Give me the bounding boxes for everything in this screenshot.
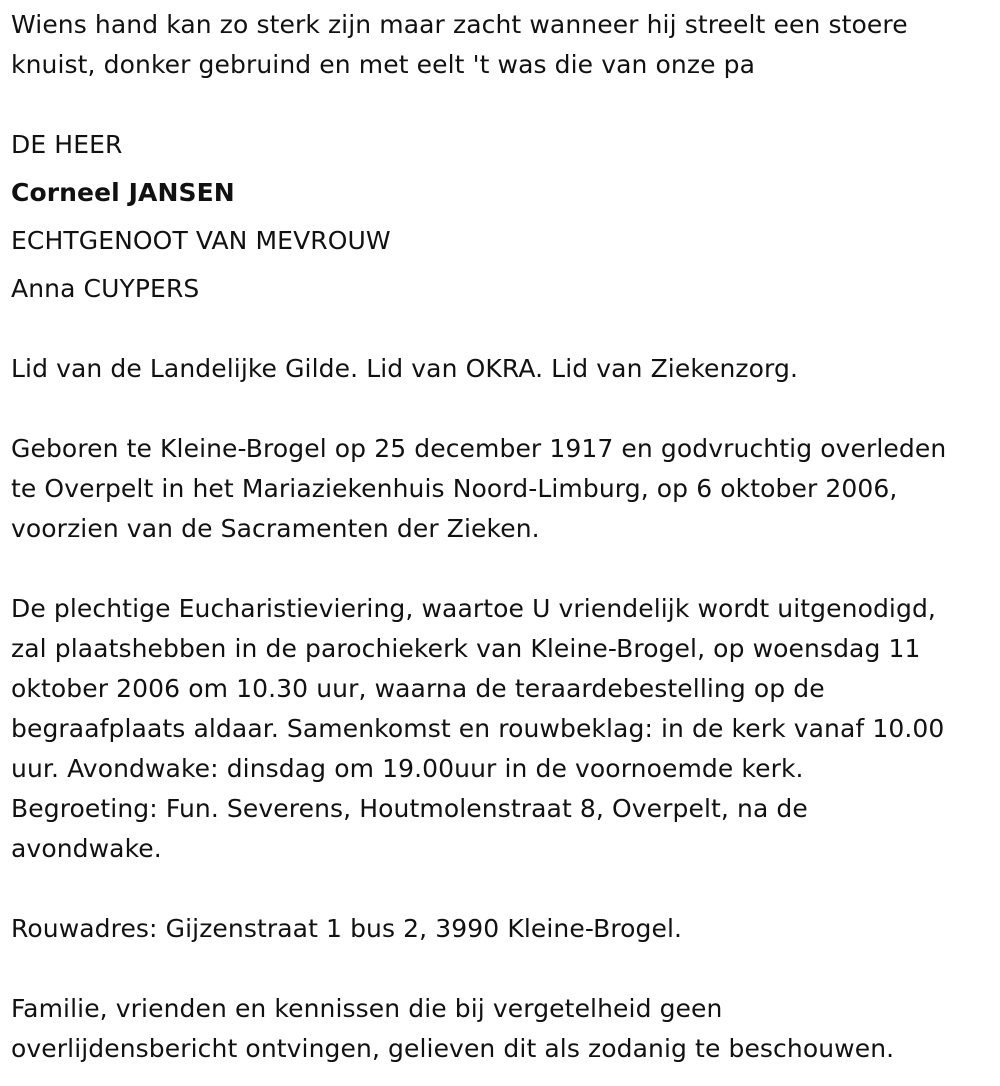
birth-death-line-2: te Overpelt in het Mariaziekenhuis Noord-Limburg, op 6 oktober 2006,	[11, 474, 898, 503]
ceremony-line-5: uur. Avondwake: dinsdag om 19.00uur in de voornoemde kerk.	[11, 754, 804, 783]
mourning-address: Rouwadres: Gijzenstraat 1 bus 2, 3990 Kleine-Brogel.	[11, 914, 683, 943]
memberships: Lid van de Landelijke Gilde. Lid van OKRA. Lid van Ziekenzorg.	[11, 354, 799, 383]
birth-death-line-1: Geboren te Kleine-Brogel op 25 december 1917 en godvruchtig overleden	[11, 434, 947, 463]
deceased-name: Corneel JANSEN	[11, 178, 235, 207]
birth-death-line-3: voorzien van de Sacramenten der Zieken.	[11, 514, 540, 543]
spouse-name: Anna CUYPERS	[11, 274, 200, 303]
ceremony-line-2: zal plaatshebben in de parochiekerk van Kleine-Brogel, op woensdag 11	[11, 634, 921, 663]
notice-line-1: Familie, vrienden en kennissen die bij vergetelheid geen	[11, 994, 723, 1023]
ceremony-line-4: begraafplaats aldaar. Samenkomst en rouwbeklag: in de kerk vanaf 10.00	[11, 714, 945, 743]
poem-line-2: knuist, donker gebruind en met eelt 't was die van onze pa	[11, 50, 755, 79]
ceremony-line-7: avondwake.	[11, 834, 162, 863]
poem-line-1: Wiens hand kan zo sterk zijn maar zacht wanneer hij streelt een stoere	[11, 10, 908, 39]
relation-line: ECHTGENOOT VAN MEVROUW	[11, 226, 391, 255]
ceremony-line-6: Begroeting: Fun. Severens, Houtmolenstraat 8, Overpelt, na de	[11, 794, 808, 823]
honorific: DE HEER	[11, 130, 123, 159]
ceremony-line-3: oktober 2006 om 10.30 uur, waarna de teraardebestelling op de	[11, 674, 825, 703]
notice-line-2: overlijdensbericht ontvingen, gelieven dit als zodanig te beschouwen.	[11, 1034, 895, 1063]
ceremony-line-1: De plechtige Eucharistieviering, waartoe U vriendelijk wordt uitgenodigd,	[11, 594, 936, 623]
